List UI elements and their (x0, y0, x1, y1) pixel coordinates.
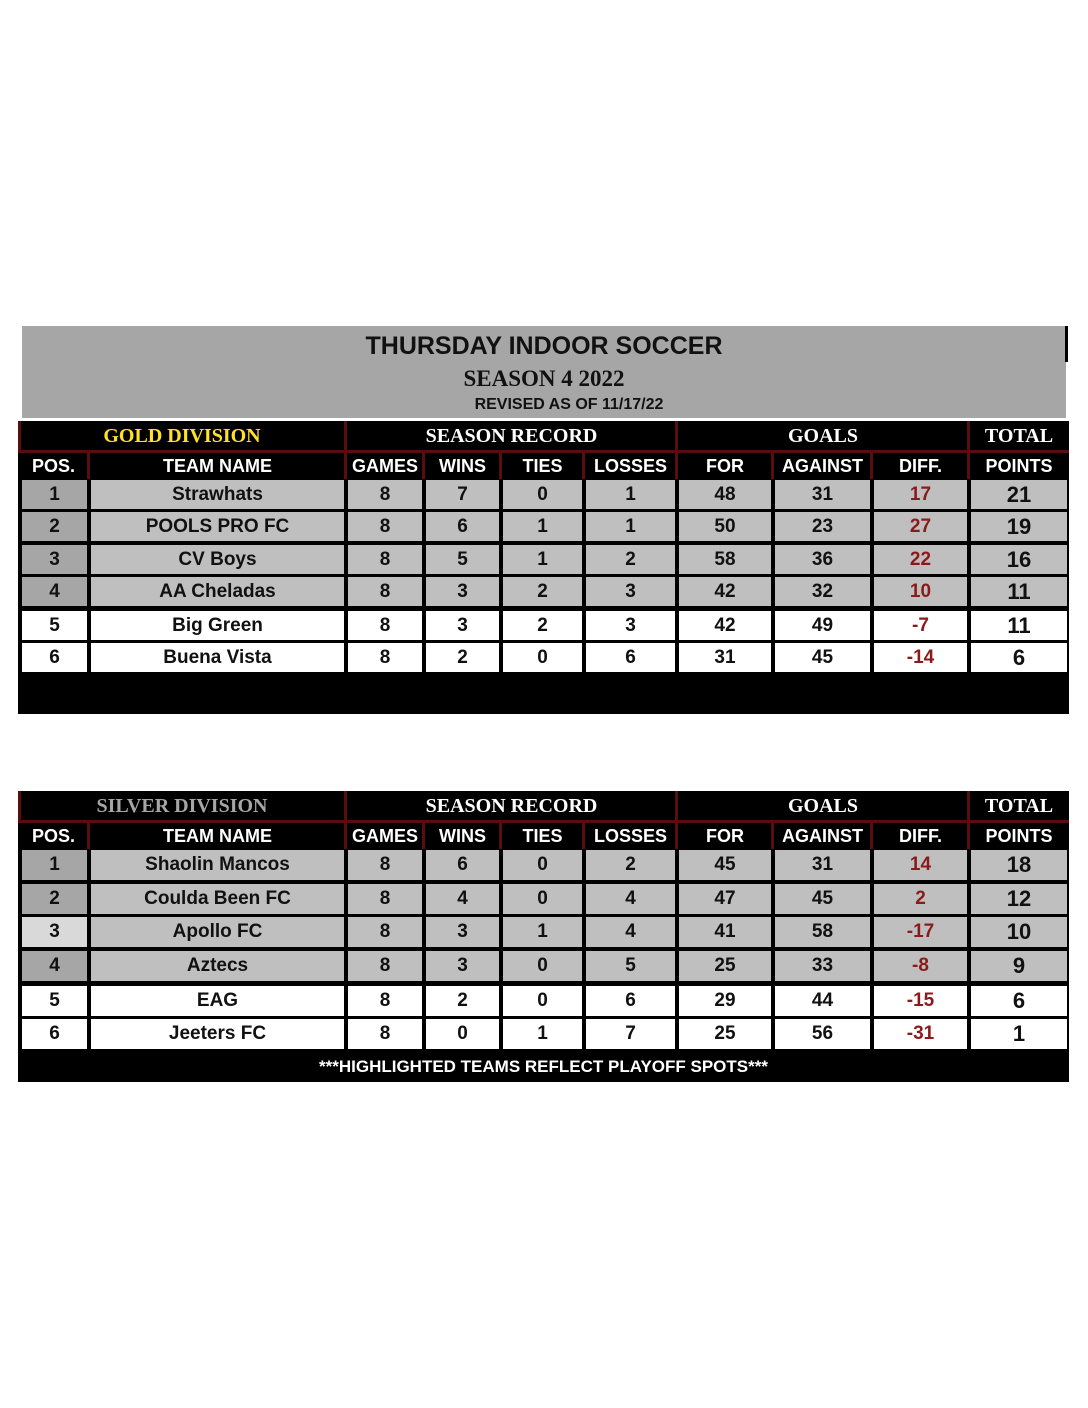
goals-header: GOALS (677, 791, 969, 821)
column-header-separator (344, 823, 347, 849)
games-cell: 8 (348, 545, 422, 574)
column-header-separator (87, 823, 90, 849)
column-header-separator (771, 823, 774, 849)
wins-cell: 3 (426, 577, 499, 606)
games-cell: 8 (348, 480, 422, 509)
column-header-points: POINTS (969, 823, 1069, 849)
games-cell: 8 (348, 850, 422, 880)
losses-cell: 4 (586, 884, 675, 914)
losses-cell: 1 (586, 480, 675, 509)
goals-for-cell: 48 (679, 480, 771, 509)
goal-diff-cell: 14 (874, 850, 967, 880)
points-cell: 10 (971, 917, 1067, 947)
column-header-losses: LOSSES (584, 453, 677, 479)
losses-cell: 2 (586, 850, 675, 880)
group-separator (344, 791, 347, 821)
column-header-diff: DIFF. (872, 823, 969, 849)
column-header-pos: POS. (18, 823, 89, 849)
wins-cell: 3 (426, 611, 499, 640)
group-separator (967, 791, 970, 821)
pos-cell: 2 (22, 512, 87, 541)
goals-against-cell: 58 (775, 917, 870, 947)
team-name-cell: Jeeters FC (91, 1019, 344, 1049)
losses-cell: 4 (586, 917, 675, 947)
losses-cell: 2 (586, 545, 675, 574)
ties-cell: 0 (503, 850, 582, 880)
ties-cell: 1 (503, 917, 582, 947)
goal-diff-cell: 2 (874, 884, 967, 914)
column-header-separator (344, 453, 347, 479)
goals-for-cell: 25 (679, 951, 771, 981)
goals-against-cell: 33 (775, 951, 870, 981)
ties-cell: 1 (503, 545, 582, 574)
goals-for-cell: 42 (679, 577, 771, 606)
goals-against-cell: 45 (775, 884, 870, 914)
goals-header: GOALS (677, 421, 969, 451)
wins-cell: 5 (426, 545, 499, 574)
losses-cell: 3 (586, 611, 675, 640)
column-header-points: POINTS (969, 453, 1069, 479)
column-header-ties: TIES (501, 453, 584, 479)
ties-cell: 0 (503, 951, 582, 981)
goals-for-cell: 31 (679, 643, 771, 672)
column-header-games: GAMES (346, 823, 424, 849)
points-cell: 21 (971, 480, 1067, 509)
pos-cell: 1 (22, 850, 87, 880)
games-cell: 8 (348, 1019, 422, 1049)
team-name-cell: Strawhats (91, 480, 344, 509)
goal-diff-cell: -8 (874, 951, 967, 981)
total-header: TOTAL (969, 791, 1069, 821)
column-header-wins: WINS (424, 453, 501, 479)
goal-diff-cell: 22 (874, 545, 967, 574)
wins-cell: 0 (426, 1019, 499, 1049)
ties-cell: 0 (503, 643, 582, 672)
division-label: SILVER DIVISION (18, 791, 346, 821)
column-header-separator (675, 453, 678, 479)
column-header-losses: LOSSES (584, 823, 677, 849)
games-cell: 8 (348, 611, 422, 640)
column-header-separator (771, 453, 774, 479)
wins-cell: 7 (426, 480, 499, 509)
goals-against-cell: 56 (775, 1019, 870, 1049)
ties-cell: 2 (503, 577, 582, 606)
goals-for-cell: 42 (679, 611, 771, 640)
column-header-separator (422, 453, 425, 479)
goal-diff-cell: -14 (874, 643, 967, 672)
team-name-cell: AA Cheladas (91, 577, 344, 606)
team-name-cell: Apollo FC (91, 917, 344, 947)
column-header-for: FOR (677, 823, 773, 849)
total-header: TOTAL (969, 421, 1069, 451)
losses-cell: 1 (586, 512, 675, 541)
points-cell: 18 (971, 850, 1067, 880)
games-cell: 8 (348, 577, 422, 606)
games-cell: 8 (348, 643, 422, 672)
page-title: THURSDAY INDOOR SOCCER (365, 332, 723, 360)
column-header-separator (582, 823, 585, 849)
group-separator (967, 421, 970, 451)
points-cell: 19 (971, 512, 1067, 541)
column-header-separator (499, 823, 502, 849)
column-header-separator (87, 453, 90, 479)
pos-cell: 2 (22, 884, 87, 914)
pos-cell: 3 (22, 917, 87, 947)
games-cell: 8 (348, 951, 422, 981)
column-header-wins: WINS (424, 823, 501, 849)
gold-table-footer-bar (18, 674, 1069, 714)
pos-cell: 6 (22, 1019, 87, 1049)
team-name-cell: Shaolin Mancos (91, 850, 344, 880)
division-label: GOLD DIVISION (18, 421, 346, 451)
column-header-team: TEAM NAME (89, 453, 346, 479)
wins-cell: 6 (426, 512, 499, 541)
goals-against-cell: 44 (775, 986, 870, 1016)
games-cell: 8 (348, 512, 422, 541)
column-header-separator (870, 453, 873, 479)
goal-diff-cell: 17 (874, 480, 967, 509)
goals-against-cell: 32 (775, 577, 870, 606)
group-separator (675, 421, 678, 451)
team-name-cell: Buena Vista (91, 643, 344, 672)
goals-for-cell: 41 (679, 917, 771, 947)
goals-against-cell: 45 (775, 643, 870, 672)
games-cell: 8 (348, 917, 422, 947)
column-header-pos: POS. (18, 453, 89, 479)
goal-diff-cell: 10 (874, 577, 967, 606)
points-cell: 1 (971, 1019, 1067, 1049)
goals-against-cell: 49 (775, 611, 870, 640)
goal-diff-cell: 27 (874, 512, 967, 541)
pos-cell: 5 (22, 611, 87, 640)
losses-cell: 7 (586, 1019, 675, 1049)
goals-for-cell: 29 (679, 986, 771, 1016)
points-cell: 6 (971, 986, 1067, 1016)
wins-cell: 4 (426, 884, 499, 914)
games-cell: 8 (348, 986, 422, 1016)
goal-diff-cell: -31 (874, 1019, 967, 1049)
pos-cell: 1 (22, 480, 87, 509)
season-label: SEASON 4 2022 (463, 366, 625, 391)
goals-for-cell: 25 (679, 1019, 771, 1049)
goals-for-cell: 45 (679, 850, 771, 880)
column-header-games: GAMES (346, 453, 424, 479)
pos-cell: 4 (22, 951, 87, 981)
column-header-separator (582, 453, 585, 479)
points-cell: 12 (971, 884, 1067, 914)
goal-diff-cell: -15 (874, 986, 967, 1016)
column-header-separator (967, 453, 970, 479)
goals-against-cell: 23 (775, 512, 870, 541)
group-separator (344, 421, 347, 451)
points-cell: 11 (971, 611, 1067, 640)
revised-date: REVISED AS OF 11/17/22 (474, 396, 664, 413)
team-name-cell: CV Boys (91, 545, 344, 574)
column-header-separator (499, 453, 502, 479)
points-cell: 6 (971, 643, 1067, 672)
losses-cell: 5 (586, 951, 675, 981)
wins-cell: 2 (426, 643, 499, 672)
pos-cell: 6 (22, 643, 87, 672)
ties-cell: 0 (503, 986, 582, 1016)
column-header-separator (675, 823, 678, 849)
goals-against-cell: 36 (775, 545, 870, 574)
team-name-cell: POOLS PRO FC (91, 512, 344, 541)
pos-cell: 3 (22, 545, 87, 574)
ties-cell: 1 (503, 1019, 582, 1049)
points-cell: 16 (971, 545, 1067, 574)
goals-for-cell: 50 (679, 512, 771, 541)
ties-cell: 0 (503, 480, 582, 509)
team-name-cell: Big Green (91, 611, 344, 640)
ties-cell: 2 (503, 611, 582, 640)
column-header-team: TEAM NAME (89, 823, 346, 849)
group-separator (675, 791, 678, 821)
title-banner (22, 326, 1066, 418)
losses-cell: 6 (586, 643, 675, 672)
points-cell: 9 (971, 951, 1067, 981)
ties-cell: 1 (503, 512, 582, 541)
column-header-against: AGAINST (773, 453, 872, 479)
losses-cell: 3 (586, 577, 675, 606)
ties-cell: 0 (503, 884, 582, 914)
wins-cell: 3 (426, 951, 499, 981)
column-header-against: AGAINST (773, 823, 872, 849)
losses-cell: 6 (586, 986, 675, 1016)
wins-cell: 6 (426, 850, 499, 880)
goals-for-cell: 58 (679, 545, 771, 574)
team-name-cell: Coulda Been FC (91, 884, 344, 914)
pos-cell: 5 (22, 986, 87, 1016)
column-header-separator (422, 823, 425, 849)
column-header-separator (967, 823, 970, 849)
playoff-note: ***HIGHLIGHTED TEAMS REFLECT PLAYOFF SPOTS*** (18, 1052, 1069, 1082)
goals-against-cell: 31 (775, 850, 870, 880)
team-name-cell: Aztecs (91, 951, 344, 981)
goals-for-cell: 47 (679, 884, 771, 914)
season-record-header: SEASON RECORD (346, 421, 677, 451)
goal-diff-cell: -17 (874, 917, 967, 947)
column-header-diff: DIFF. (872, 453, 969, 479)
wins-cell: 3 (426, 917, 499, 947)
goals-against-cell: 31 (775, 480, 870, 509)
season-record-header: SEASON RECORD (346, 791, 677, 821)
wins-cell: 2 (426, 986, 499, 1016)
column-header-separator (870, 823, 873, 849)
points-cell: 11 (971, 577, 1067, 606)
column-header-for: FOR (677, 453, 773, 479)
pos-cell: 4 (22, 577, 87, 606)
games-cell: 8 (348, 884, 422, 914)
goal-diff-cell: -7 (874, 611, 967, 640)
team-name-cell: EAG (91, 986, 344, 1016)
column-header-ties: TIES (501, 823, 584, 849)
